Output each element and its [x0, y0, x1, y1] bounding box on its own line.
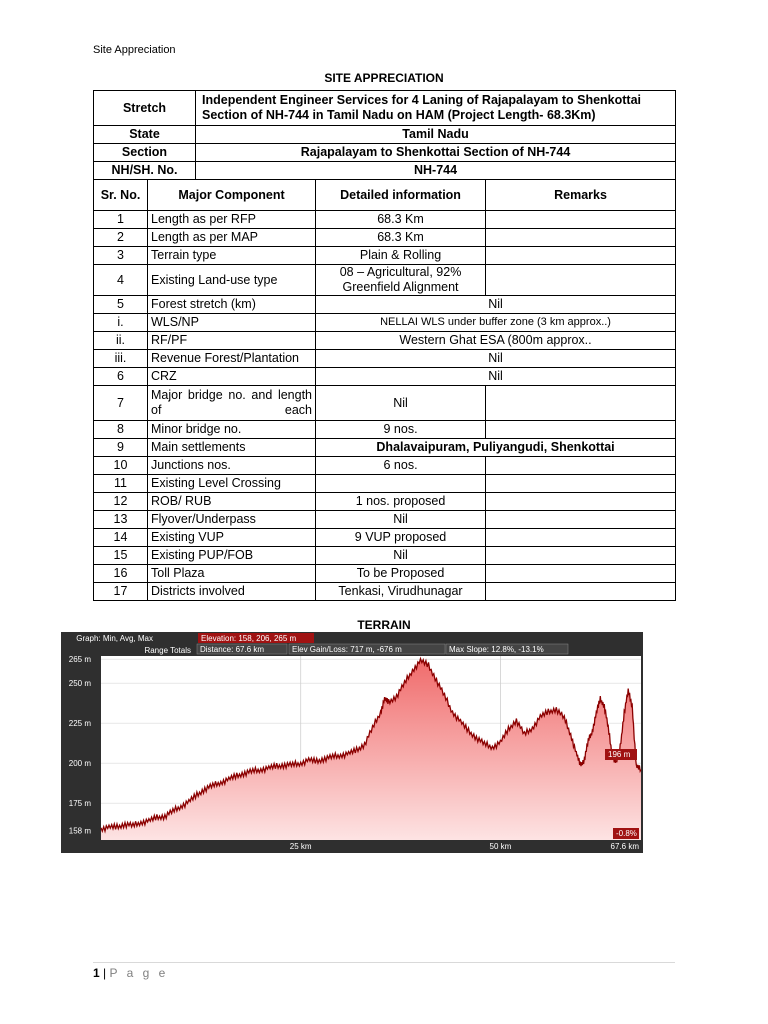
detailed-info-cell: 08 – Agricultural, 92% Greenfield Alignment: [316, 265, 486, 296]
sr-no-cell: 7: [94, 386, 148, 421]
remarks-cell: [486, 493, 676, 511]
remarks-cell: [486, 386, 676, 421]
sr-no-cell: ii.: [94, 332, 148, 350]
stretch-label: Stretch: [94, 91, 196, 126]
component-cell: Minor bridge no.: [148, 421, 316, 439]
terrain-title: TERRAIN: [357, 618, 411, 632]
detailed-info-cell: NELLAI WLS under buffer zone (3 km approx..): [316, 314, 676, 332]
detailed-info-cell: 9 VUP proposed: [316, 529, 486, 547]
nh-row: [94, 162, 676, 180]
y-tick-label: 175 m: [68, 799, 91, 809]
table-row: [94, 421, 676, 439]
nh-value: NH-744: [196, 162, 676, 180]
detailed-info-cell: Nil: [316, 547, 486, 565]
elevation-summary: Elevation: 158, 206, 265 m: [201, 634, 297, 643]
sr-no-cell: 4: [94, 265, 148, 296]
table-row: [94, 229, 676, 247]
sr-no-cell: iii.: [94, 350, 148, 368]
table-row: [94, 314, 676, 332]
table-row: [94, 211, 676, 229]
state-row: [94, 126, 676, 144]
component-cell: ROB/ RUB: [148, 493, 316, 511]
table-row: [94, 439, 676, 457]
component-cell: Terrain type: [148, 247, 316, 265]
sr-no-cell: 10: [94, 457, 148, 475]
table-row: [94, 457, 676, 475]
detailed-info-cell: 68.3 Km: [316, 211, 486, 229]
end-slope-label: -0.8%: [616, 829, 637, 838]
col-sr-no: Sr. No.: [94, 180, 148, 211]
sr-no-cell: 13: [94, 511, 148, 529]
component-cell: Existing PUP/FOB: [148, 547, 316, 565]
component-cell: Length as per MAP: [148, 229, 316, 247]
component-cell: Junctions nos.: [148, 457, 316, 475]
component-cell: RF/PF: [148, 332, 316, 350]
state-label: State: [94, 126, 196, 144]
detailed-info-cell: Nil: [316, 511, 486, 529]
component-cell: WLS/NP: [148, 314, 316, 332]
col-remarks: Remarks: [486, 180, 676, 211]
table-row: [94, 529, 676, 547]
elevation-gain-loss: Elev Gain/Loss: 717 m, -676 m: [292, 645, 402, 654]
page-title: SITE APPRECIATION: [324, 71, 444, 85]
component-cell: CRZ: [148, 368, 316, 386]
detailed-info-cell: Nil: [316, 386, 486, 421]
sr-no-cell: 17: [94, 583, 148, 601]
remarks-cell: [486, 583, 676, 601]
sr-no-cell: 6: [94, 368, 148, 386]
y-tick-label: 265 m: [68, 655, 91, 665]
sr-no-cell: i.: [94, 314, 148, 332]
component-cell: Districts involved: [148, 583, 316, 601]
table-row: [94, 547, 676, 565]
column-header-row: [94, 180, 676, 211]
table-row: [94, 332, 676, 350]
sr-no-cell: 2: [94, 229, 148, 247]
running-header: Site Appreciation: [93, 44, 176, 56]
component-cell: Forest stretch (km): [148, 296, 316, 314]
sr-no-cell: 11: [94, 475, 148, 493]
section-value: Rajapalayam to Shenkottai Section of NH-744: [196, 144, 676, 162]
detailed-info-cell: Nil: [316, 350, 676, 368]
table-row: [94, 583, 676, 601]
section-label: Section: [94, 144, 196, 162]
remarks-cell: [486, 265, 676, 296]
detailed-info-cell: 1 nos. proposed: [316, 493, 486, 511]
sr-no-cell: 15: [94, 547, 148, 565]
stretch-value: Independent Engineer Services for 4 Laning of Rajapalayam to Shenkottai Section of NH-744 in Tamil Nadu on HAM (Project Length- 68.3Km): [196, 91, 676, 126]
remarks-cell: [486, 421, 676, 439]
remarks-cell: [486, 211, 676, 229]
table-row: [94, 265, 676, 296]
y-tick-label: 158 m: [68, 826, 91, 836]
footer-separator: |: [103, 966, 107, 980]
sr-no-cell: 9: [94, 439, 148, 457]
detailed-info-cell: Tenkasi, Virudhunagar: [316, 583, 486, 601]
x-tick-label: 67.6 km: [610, 842, 639, 851]
component-cell: Length as per RFP: [148, 211, 316, 229]
table-row: [94, 368, 676, 386]
y-tick-label: 225 m: [68, 719, 91, 729]
nh-label: NH/SH. No.: [94, 162, 196, 180]
remarks-cell: [486, 511, 676, 529]
remarks-cell: [486, 475, 676, 493]
component-cell: Flyover/Underpass: [148, 511, 316, 529]
page-footer: [93, 966, 168, 980]
page-number: 1: [93, 966, 100, 980]
header-row1-label: Graph: Min, Avg, Max: [76, 634, 153, 643]
end-elevation-label: 196 m: [608, 750, 631, 759]
component-cell: Existing VUP: [148, 529, 316, 547]
sr-no-cell: 8: [94, 421, 148, 439]
detailed-info-cell: 68.3 Km: [316, 229, 486, 247]
detailed-info-cell: Dhalavaipuram, Puliyangudi, Shenkottai: [316, 439, 676, 457]
sr-no-cell: 3: [94, 247, 148, 265]
remarks-cell: [486, 529, 676, 547]
table-row: [94, 350, 676, 368]
x-tick-label: 50 km: [489, 842, 512, 851]
detailed-info-cell: 9 nos.: [316, 421, 486, 439]
terrain-elevation-chart: [61, 632, 643, 853]
component-cell: Major bridge no. and length of each: [148, 386, 316, 421]
sr-no-cell: 14: [94, 529, 148, 547]
detailed-info-cell: [316, 475, 486, 493]
sr-no-cell: 5: [94, 296, 148, 314]
max-slope: Max Slope: 12.8%, -13.1%: [449, 645, 544, 654]
table-row: [94, 565, 676, 583]
detailed-info-cell: To be Proposed: [316, 565, 486, 583]
detailed-info-cell: Western Ghat ESA (800m approx..: [316, 332, 676, 350]
remarks-cell: [486, 457, 676, 475]
footer-divider: [93, 962, 675, 963]
sr-no-cell: 16: [94, 565, 148, 583]
component-cell: Revenue Forest/Plantation: [148, 350, 316, 368]
range-totals-label: Range Totals: [144, 646, 191, 655]
table-row: [94, 511, 676, 529]
component-cell: Existing Level Crossing: [148, 475, 316, 493]
table-row: [94, 296, 676, 314]
site-appreciation-table: [93, 90, 676, 601]
col-detailed-information: Detailed information: [316, 180, 486, 211]
y-tick-label: 200 m: [68, 759, 91, 769]
state-value: Tamil Nadu: [196, 126, 676, 144]
table-row: [94, 475, 676, 493]
sr-no-cell: 1: [94, 211, 148, 229]
remarks-cell: [486, 247, 676, 265]
remarks-cell: [486, 547, 676, 565]
section-row: [94, 144, 676, 162]
sr-no-cell: 12: [94, 493, 148, 511]
remarks-cell: [486, 229, 676, 247]
table-row: [94, 386, 676, 421]
table-row: [94, 493, 676, 511]
col-major-component: Major Component: [148, 180, 316, 211]
component-cell: Main settlements: [148, 439, 316, 457]
detailed-info-cell: Nil: [316, 368, 676, 386]
y-tick-label: 250 m: [68, 679, 91, 689]
component-cell: Existing Land-use type: [148, 265, 316, 296]
detailed-info-cell: Plain & Rolling: [316, 247, 486, 265]
page-word: P a g e: [109, 966, 169, 980]
remarks-cell: [486, 565, 676, 583]
distance-total: Distance: 67.6 km: [200, 645, 265, 654]
component-cell: Toll Plaza: [148, 565, 316, 583]
stretch-row: [94, 91, 676, 126]
table-row: [94, 247, 676, 265]
table-body: [94, 91, 676, 601]
detailed-info-cell: Nil: [316, 296, 676, 314]
x-tick-label: 25 km: [289, 842, 312, 851]
detailed-info-cell: 6 nos.: [316, 457, 486, 475]
